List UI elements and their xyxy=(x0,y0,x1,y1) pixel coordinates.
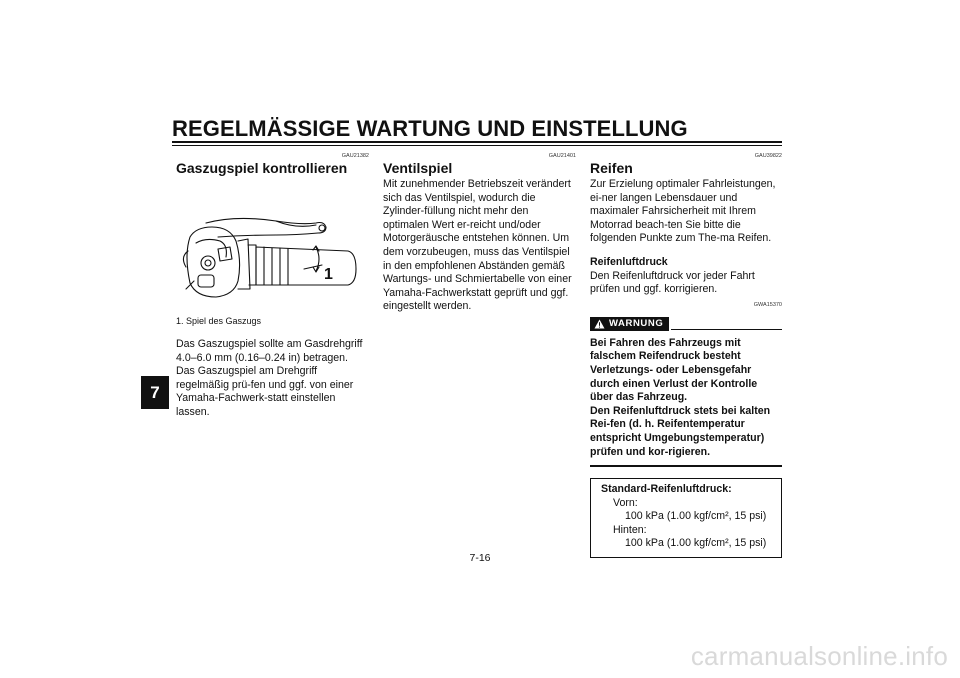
section-title-tires: Reifen xyxy=(590,160,633,176)
warning-text-1: Bei Fahren des Fahrzeugs mit falschem Reifendruck besteht Verletzungs- oder Lebensgefahr durch einen Verlust der Kontrolle über das Fahrzeug. xyxy=(590,336,758,404)
spec-front-label: Vorn: xyxy=(613,496,638,509)
valve-body: Mit zunehmender Betriebszeit verändert sich das Ventilspiel, wodurch die Zylinder-füllung nicht mehr den optimalen Wert er-reicht und/oder Motorgeräusche entstehen können. Um dem vorzubeugen, muss das Ventilspiel in den empfohlenen Abständen gemäß Wartungs- und Schmiertabelle von einer Yamaha-Fachwerkstatt geprüft und ggf. eingestellt werden. xyxy=(383,178,572,313)
figure-caption: 1. Spiel des Gaszugs xyxy=(176,316,262,326)
warning-badge xyxy=(590,317,669,331)
section-code: GAU21382 xyxy=(341,153,369,159)
column-valve xyxy=(383,152,576,314)
tires-intro: Zur Erzielung optimaler Fahrleistungen, ei-ner langen Lebensdauer und maximaler Fahrsicherheit mit Ihrem Motorrad beach-ten Sie bitte die folgenden Punkte zum The-ma Reifen. xyxy=(590,178,776,245)
section-title-valve: Ventilspiel xyxy=(383,160,453,176)
page-title: REGELMÄSSIGE WARTUNG UND EINSTELLUNG xyxy=(172,116,688,141)
warning-end-rule xyxy=(590,465,782,467)
figure-label: 1 xyxy=(324,266,333,283)
section-title-throttle: Gaszugspiel kontrollieren xyxy=(176,160,348,176)
spec-front-value: 100 kPa (1.00 kgf/cm², 15 psi) xyxy=(625,510,767,523)
spec-title: Standard-Reifenluftdruck: xyxy=(601,483,732,496)
subhead-tire-pressure: Reifenluftdruck xyxy=(590,255,668,268)
warning-triangle-icon xyxy=(594,319,605,329)
throttle-grip-figure xyxy=(176,185,369,305)
warning-code: GWA15370 xyxy=(753,301,782,308)
throttle-grip-drawing xyxy=(176,185,369,305)
header-rule-thin xyxy=(172,145,782,146)
throttle-body: Das Gaszugspiel sollte am Gasdrehgriff 4.0–6.0 mm (0.16–0.24 in) betragen. Das Gaszugspiel am Drehgriff regelmäßig prü-fen und ggf. von einer Yamaha-Fachwerk-statt einstellen lassen. xyxy=(176,338,363,418)
warning-label: WARNUNG xyxy=(609,317,664,329)
header-rule xyxy=(172,141,782,143)
section-code: GAU21401 xyxy=(548,153,576,159)
column-tires xyxy=(590,152,782,558)
page-number: 7-16 xyxy=(469,552,491,564)
column-throttle xyxy=(176,152,369,420)
warning-text-2: Den Reifenluftdruck stets bei kalten Rei-fen (d. h. Reifentemperatur entspricht Umgebungstemperatur) prüfen und kor-rigieren. xyxy=(590,404,771,458)
warning-rule xyxy=(671,329,782,330)
warning-header xyxy=(590,317,782,331)
spec-box xyxy=(590,478,782,558)
section-code: GAU39822 xyxy=(754,153,782,159)
tire-pressure-body: Den Reifenluftdruck vor jeder Fahrt prüfen und ggf. korrigieren. xyxy=(590,269,755,296)
spec-rear-label: Hinten: xyxy=(613,523,647,536)
watermark: carmanualsonline.info xyxy=(690,641,948,671)
chapter-tab: 7 xyxy=(141,376,169,409)
spec-rear-value: 100 kPa (1.00 kgf/cm², 15 psi) xyxy=(625,537,767,550)
